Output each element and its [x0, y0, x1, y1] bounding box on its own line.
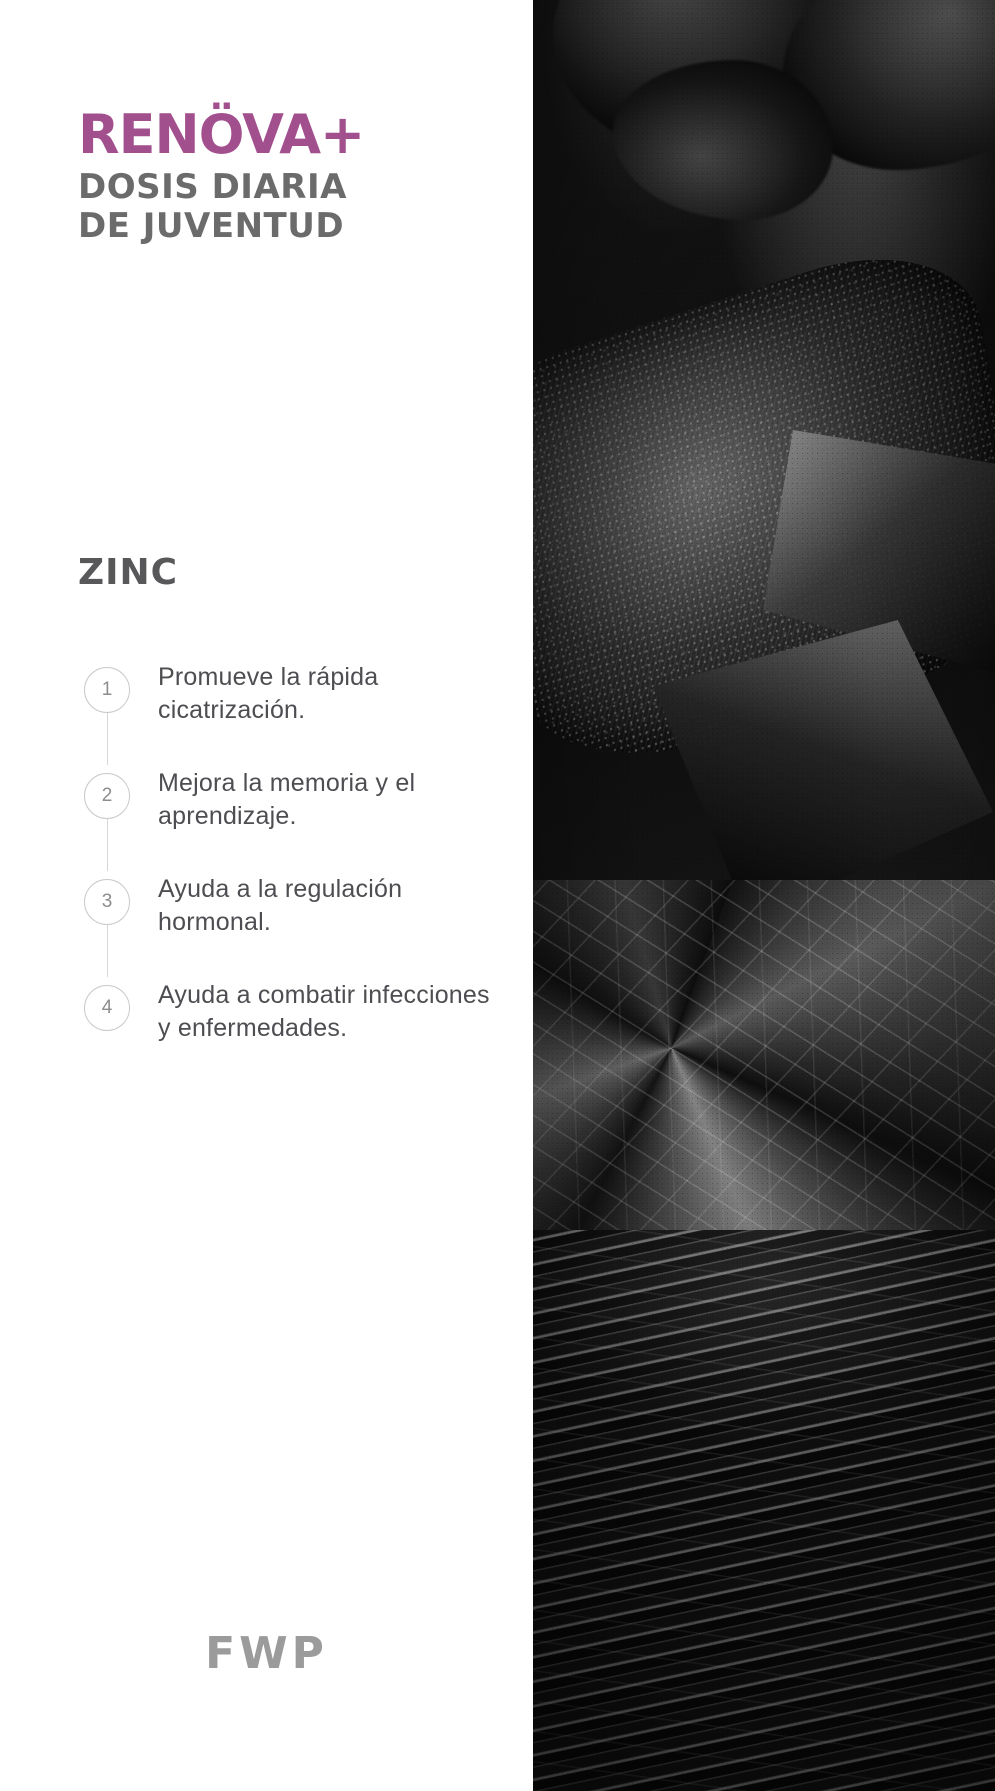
list-item	[78, 867, 498, 943]
mineral-photo-panel	[533, 0, 995, 1791]
brand-tagline: DOSIS DIARIA DE JUVENTUD	[78, 167, 347, 246]
benefit-bullet-wrap	[78, 867, 136, 925]
benefit-bullet-wrap	[78, 973, 136, 1031]
photo-strata-section	[533, 1230, 995, 1791]
benefit-text: Mejora la memoria y el aprendizaje.	[158, 769, 416, 830]
benefits-list	[78, 655, 498, 1049]
benefit-number-badge: 1	[84, 667, 130, 713]
list-item	[78, 973, 498, 1049]
benefit-bullet-wrap	[78, 655, 136, 713]
benefit-number-badge: 3	[84, 879, 130, 925]
benefit-text: Ayuda a la regulación hormonal.	[158, 875, 403, 936]
list-item	[78, 761, 498, 837]
page-title: ZINC	[78, 552, 179, 593]
benefit-bullet-wrap	[78, 761, 136, 819]
brand-name: RENÖVA+	[78, 103, 365, 166]
benefit-number-badge: 4	[84, 985, 130, 1031]
brand-block	[78, 103, 408, 246]
timeline-connector	[107, 817, 108, 871]
fwp-logo-text: FWP	[205, 1628, 328, 1679]
footer-logo	[0, 1628, 533, 1679]
timeline-connector	[107, 711, 108, 765]
benefit-number-badge: 2	[84, 773, 130, 819]
benefit-text: Promueve la rápida cicatrización.	[158, 663, 379, 724]
list-item	[78, 655, 498, 731]
timeline-connector	[107, 923, 108, 977]
benefit-text: Ayuda a combatir infecciones y enfermedades.	[158, 981, 490, 1042]
